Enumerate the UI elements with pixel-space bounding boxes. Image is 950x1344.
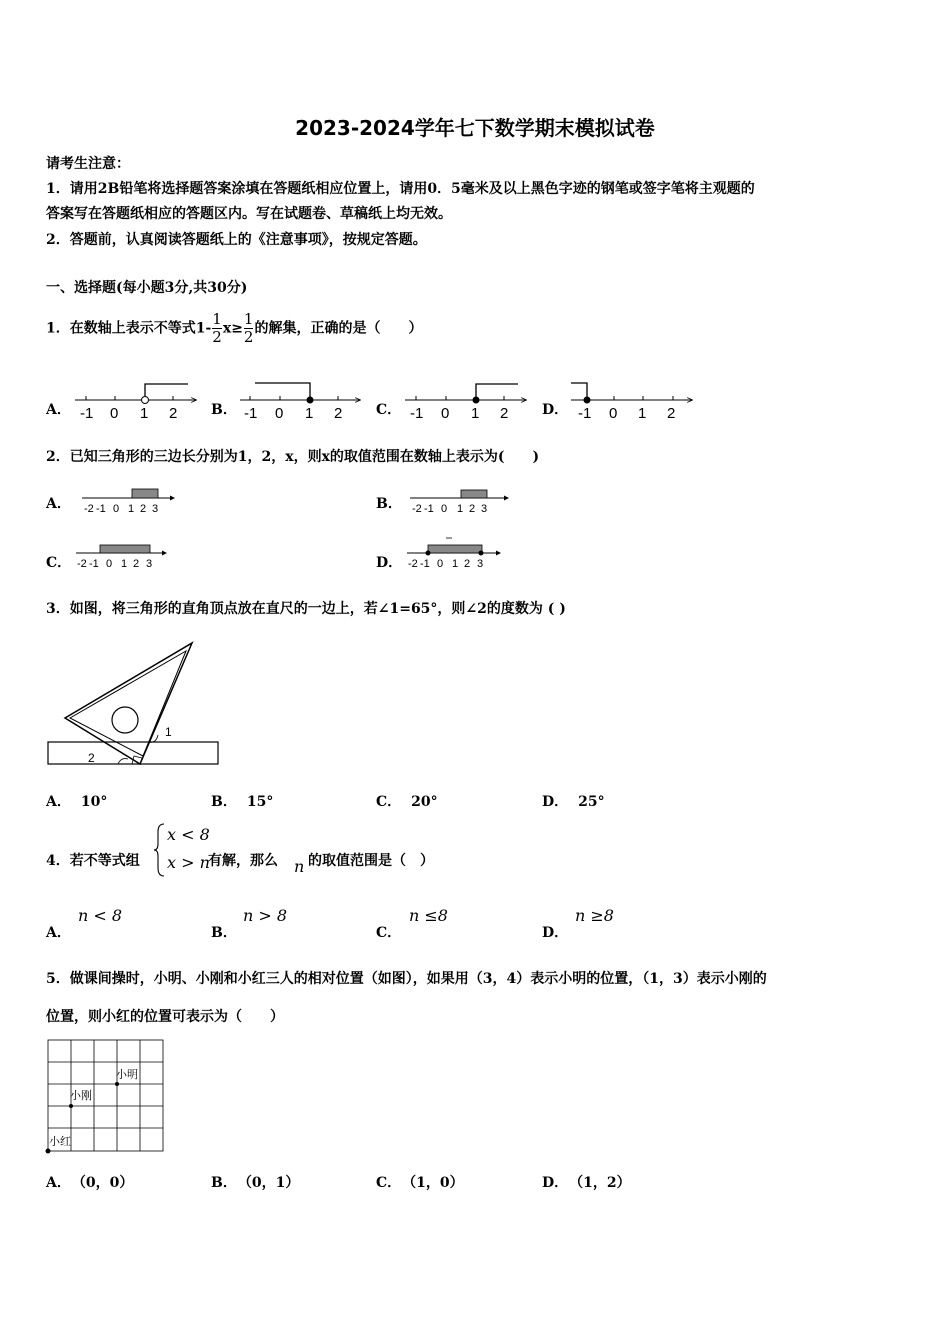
q2-c-tick-2: -1	[89, 558, 99, 570]
q3-d-value: 25°	[578, 794, 605, 810]
notice-line-3: 2．答题前，认真阅读答题纸上的《注意事项》，按规定答题。	[46, 232, 427, 248]
q2-a-tick-2: -1	[96, 503, 106, 515]
q5-point-xiaoming	[115, 1082, 119, 1086]
q2-d-tick-5: 2	[464, 558, 471, 570]
q5-b-label: B．	[211, 1175, 237, 1191]
question-3-stem: 3．如图，将三角形的直角顶点放在直尺的一边上，若∠1=65°，则∠2的度数为 ( )	[46, 601, 566, 617]
q2-c-tick-3: 0	[106, 558, 113, 570]
q5-a-label: A．	[46, 1175, 71, 1191]
q1-text-mid: x≥	[222, 320, 243, 337]
section-heading: 一、选择题(每小题3分,共30分)	[46, 280, 248, 296]
q5-d-label: D．	[542, 1175, 569, 1191]
q5-option-c[interactable]	[376, 1172, 464, 1192]
q5-a-value: （0，0）	[78, 1175, 134, 1191]
q5-b-value: （0，1）	[244, 1175, 300, 1191]
q2-c-tick-4: 1	[121, 558, 128, 570]
q2-d-tick-6: 3	[477, 558, 484, 570]
q2-option-a[interactable]: A．	[46, 496, 71, 512]
q1-option-d[interactable]: D．	[542, 402, 569, 418]
q3-c-label: C．	[376, 794, 402, 810]
q4-option-c-value: n ≤8	[409, 906, 448, 925]
q4-option-a-label[interactable]: A．	[46, 925, 71, 941]
q1-a-tick-4: 2	[169, 405, 178, 422]
q1-c-tick-4: 2	[500, 405, 509, 422]
q3-b-label: B．	[211, 794, 237, 810]
q2-d-tick-2: -1	[420, 558, 430, 570]
notice-heading: 请考生注意：	[46, 156, 130, 172]
q4-text-post: 的取值范围是（ ）	[308, 853, 434, 869]
q1-b-tick-4: 2	[334, 405, 343, 422]
q1-option-c[interactable]: C．	[376, 402, 402, 418]
q3-a-value: 10°	[80, 794, 108, 810]
q2-c-tick-1: -2	[77, 558, 87, 570]
q2-b-tick-2: -1	[424, 503, 434, 515]
q5-d-value: （1，2）	[576, 1175, 631, 1191]
q3-d-label: D．	[542, 794, 569, 810]
question-2-stem: 2．已知三角形的三边长分别为1，2，x，则x的取值范围在数轴上表示为( )	[46, 449, 540, 465]
q2-a-tick-3: 0	[113, 503, 120, 515]
q3-angle-2-label: 2	[88, 751, 95, 765]
q1-a-tick-1: -1	[80, 405, 94, 422]
q5-option-d[interactable]	[542, 1172, 631, 1192]
q2-a-tick-5: 2	[140, 503, 147, 515]
q4-system-line-2: x > n	[167, 853, 210, 872]
q2-b-tick-3: 0	[441, 503, 448, 515]
q1-b-tick-3: 1	[305, 405, 314, 422]
q5-label-xiaohong: 小红	[49, 1136, 71, 1148]
q3-b-value: 15°	[246, 794, 274, 810]
q2-option-d[interactable]: D．	[376, 555, 403, 571]
q1-text-pre: 1．在数轴上表示不等式1-	[46, 320, 212, 337]
q1-a-tick-2: 0	[110, 405, 119, 422]
q4-text-mid: 有解，那么	[208, 853, 278, 869]
q1-a-tick-3: 1	[140, 405, 149, 422]
q1-b-tick-2: 0	[275, 405, 284, 422]
q2-a-tick-1: -2	[84, 503, 94, 515]
q4-option-d-value: n ≥8	[575, 906, 614, 925]
q1-d-tick-3: 1	[638, 405, 647, 422]
q2-d-tick-1: -2	[408, 558, 418, 570]
q1-frac-den: 2	[212, 328, 222, 346]
q1-frac2-den: 2	[243, 328, 254, 346]
q1-option-a[interactable]: A．	[46, 402, 71, 418]
q2-b-tick-5: 2	[469, 503, 476, 515]
q2-b-tick-4: 1	[457, 503, 464, 515]
page-title: 2023-2024学年七下数学期末模拟试卷	[295, 116, 655, 140]
q4-variable: n	[294, 857, 305, 876]
q5-c-label: C．	[376, 1175, 402, 1191]
q2-b-tick-6: 3	[481, 503, 488, 515]
q1-c-tick-2: 0	[441, 405, 450, 422]
q5-point-xiaogang	[69, 1104, 73, 1108]
q3-c-value: 20°	[411, 794, 438, 810]
q4-system-line-1: x < 8	[167, 825, 210, 844]
q1-text-post: 的解集，正确的是（ ）	[254, 320, 423, 337]
q2-a-tick-4: 1	[128, 503, 135, 515]
q2-c-tick-6: 3	[146, 558, 153, 570]
q2-d-tick-3: 0	[437, 558, 444, 570]
notice-line-2: 答案写在答题纸相应的答题区内。写在试题卷、草稿纸上均无效。	[46, 206, 452, 222]
q1-option-b[interactable]: B．	[211, 402, 237, 418]
q4-option-a-value: n < 8	[78, 906, 123, 925]
q4-option-c-label[interactable]: C．	[376, 925, 402, 941]
q5-c-value: （1，0）	[409, 1175, 464, 1191]
q1-frac2-num: 1	[243, 310, 254, 328]
q5-label-xiaogang: 小刚	[70, 1090, 92, 1102]
q1-d-tick-1: -1	[578, 405, 592, 422]
q2-a-tick-6: 3	[152, 503, 159, 515]
q4-option-b-value: n > 8	[243, 906, 288, 925]
q5-option-b[interactable]	[211, 1172, 299, 1192]
q2-option-c[interactable]: C．	[46, 555, 72, 571]
q5-label-xiaoming: 小明	[116, 1069, 138, 1081]
q2-d-tick-4: 1	[452, 558, 459, 570]
q5-grid	[48, 1040, 163, 1151]
q5-point-xiaohong	[46, 1149, 51, 1154]
q4-option-b-label[interactable]: B．	[211, 925, 237, 941]
q1-d-tick-2: 0	[609, 405, 618, 422]
q3-angle-1-label: 1	[165, 725, 172, 739]
q4-text-pre: 4．若不等式组	[46, 853, 140, 869]
q1-d-tick-4: 2	[667, 405, 676, 422]
q2-option-b[interactable]: B．	[376, 496, 402, 512]
q5-stem-line-2: 位置，则小红的位置可表示为（ ）	[46, 1009, 284, 1025]
q1-c-tick-1: -1	[410, 405, 424, 422]
q5-option-a[interactable]	[46, 1172, 133, 1192]
q1-b-tick-1: -1	[244, 405, 258, 422]
q3-a-label: A．	[46, 794, 71, 810]
q4-option-d-label[interactable]: D．	[542, 925, 569, 941]
q2-b-tick-1: -2	[412, 503, 422, 515]
q2-c-tick-5: 2	[133, 558, 140, 570]
notice-line-1: 1．请用2B铅笔将选择题答案涂填在答题纸相应位置上，请用0．5毫米及以上黑色字迹的钢笔或签字笔将主观题的	[46, 181, 755, 197]
q5-stem-line-1: 5．做课间操时，小明、小刚和小红三人的相对位置（如图），如果用（3，4）表示小明的位置，（1，3）表示小刚的	[46, 971, 767, 987]
q1-frac-num: 1	[212, 310, 222, 328]
q1-c-tick-3: 1	[471, 405, 480, 422]
